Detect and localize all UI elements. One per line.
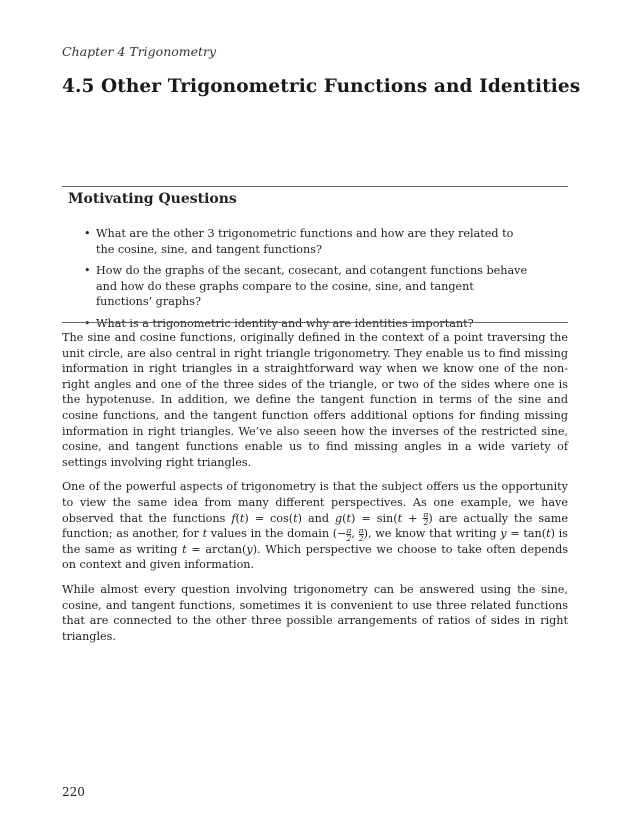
list-item — [84, 316, 532, 332]
question-text: What are the other 3 trigonometric functions and how are they related to the cosine, sine, and tangent functions? — [96, 227, 514, 256]
chapter-header: Chapter 4 Trigonometry — [62, 44, 217, 59]
paragraph-3: While almost every question involving trigonometry can be answered using the sine, cosine, and tangent functions, sometimes it is convenient to use three related functions that are connected to the other three possible arrangements of ratios of sides in right triangles. — [62, 582, 568, 643]
motivating-questions-title: Motivating Questions — [68, 191, 237, 207]
question-text: What is a trigonometric identity and why are identities important? — [96, 316, 474, 330]
question-text: How do the graphs of the secant, cosecant, and cotangent functions behave and how do these graphs compare to the cosine, sine, and tangent functions’ graphs? — [96, 264, 528, 308]
page-number: 220 — [62, 785, 85, 799]
bullet: • — [84, 316, 91, 330]
bullet: • — [84, 227, 91, 240]
paragraph-1: The sine and cosine functions, originally defined in the context of a point traversing the unit circle, are also central in right triangle trigonometry. They enable us to find missing information in right triangles in a straightforward way when we know one of the non-right angles and one of the three sides of the triangle, or two of the sides where one is the hypotenuse. In addition, we define the tangent function in terms of the sine and cosine functions, and the tangent function offers additional options for finding missing information in right triangles. We’ve also seeen how the inverses of the restricted sine, cosine, and tangent functions enable us to find missing angles in a wide variety of settings involving right triangles. — [62, 331, 568, 469]
fraction-pi-over-2: $\frac{\pi}{2}$ — [346, 525, 352, 543]
list-item — [84, 226, 532, 257]
top-rule — [62, 186, 568, 187]
section-title: 4.5 Other Trigonometric Functions and Identities — [62, 76, 581, 97]
fraction-pi-over-2: $\frac{\pi}{2}$ — [423, 510, 429, 528]
bullet: • — [84, 264, 91, 277]
body-text — [62, 330, 568, 653]
motivating-questions-list — [84, 226, 532, 337]
fraction-pi-over-2: $\frac{\pi}{2}$ — [358, 525, 364, 543]
list-item — [84, 263, 532, 310]
paragraph-2: One of the powerful aspects of trigonometry is that the subject offers us the opportunity to view the same idea from many different perspectives. As one example, we have observed that the functions f(t) = cos(t) and g(t) = sin(t + $\frac{\pi}{2}$ ) are actually the same function; as another, for t values in the domain (− $\frac{\pi}{2}$ , $\frac{\pi}{2}$ ), we know that writing y = tan(t) is the same as writing t = arctan(y). Which perspective we choose to take often depends on context and given information. — [62, 480, 568, 572]
bottom-rule — [62, 322, 568, 323]
